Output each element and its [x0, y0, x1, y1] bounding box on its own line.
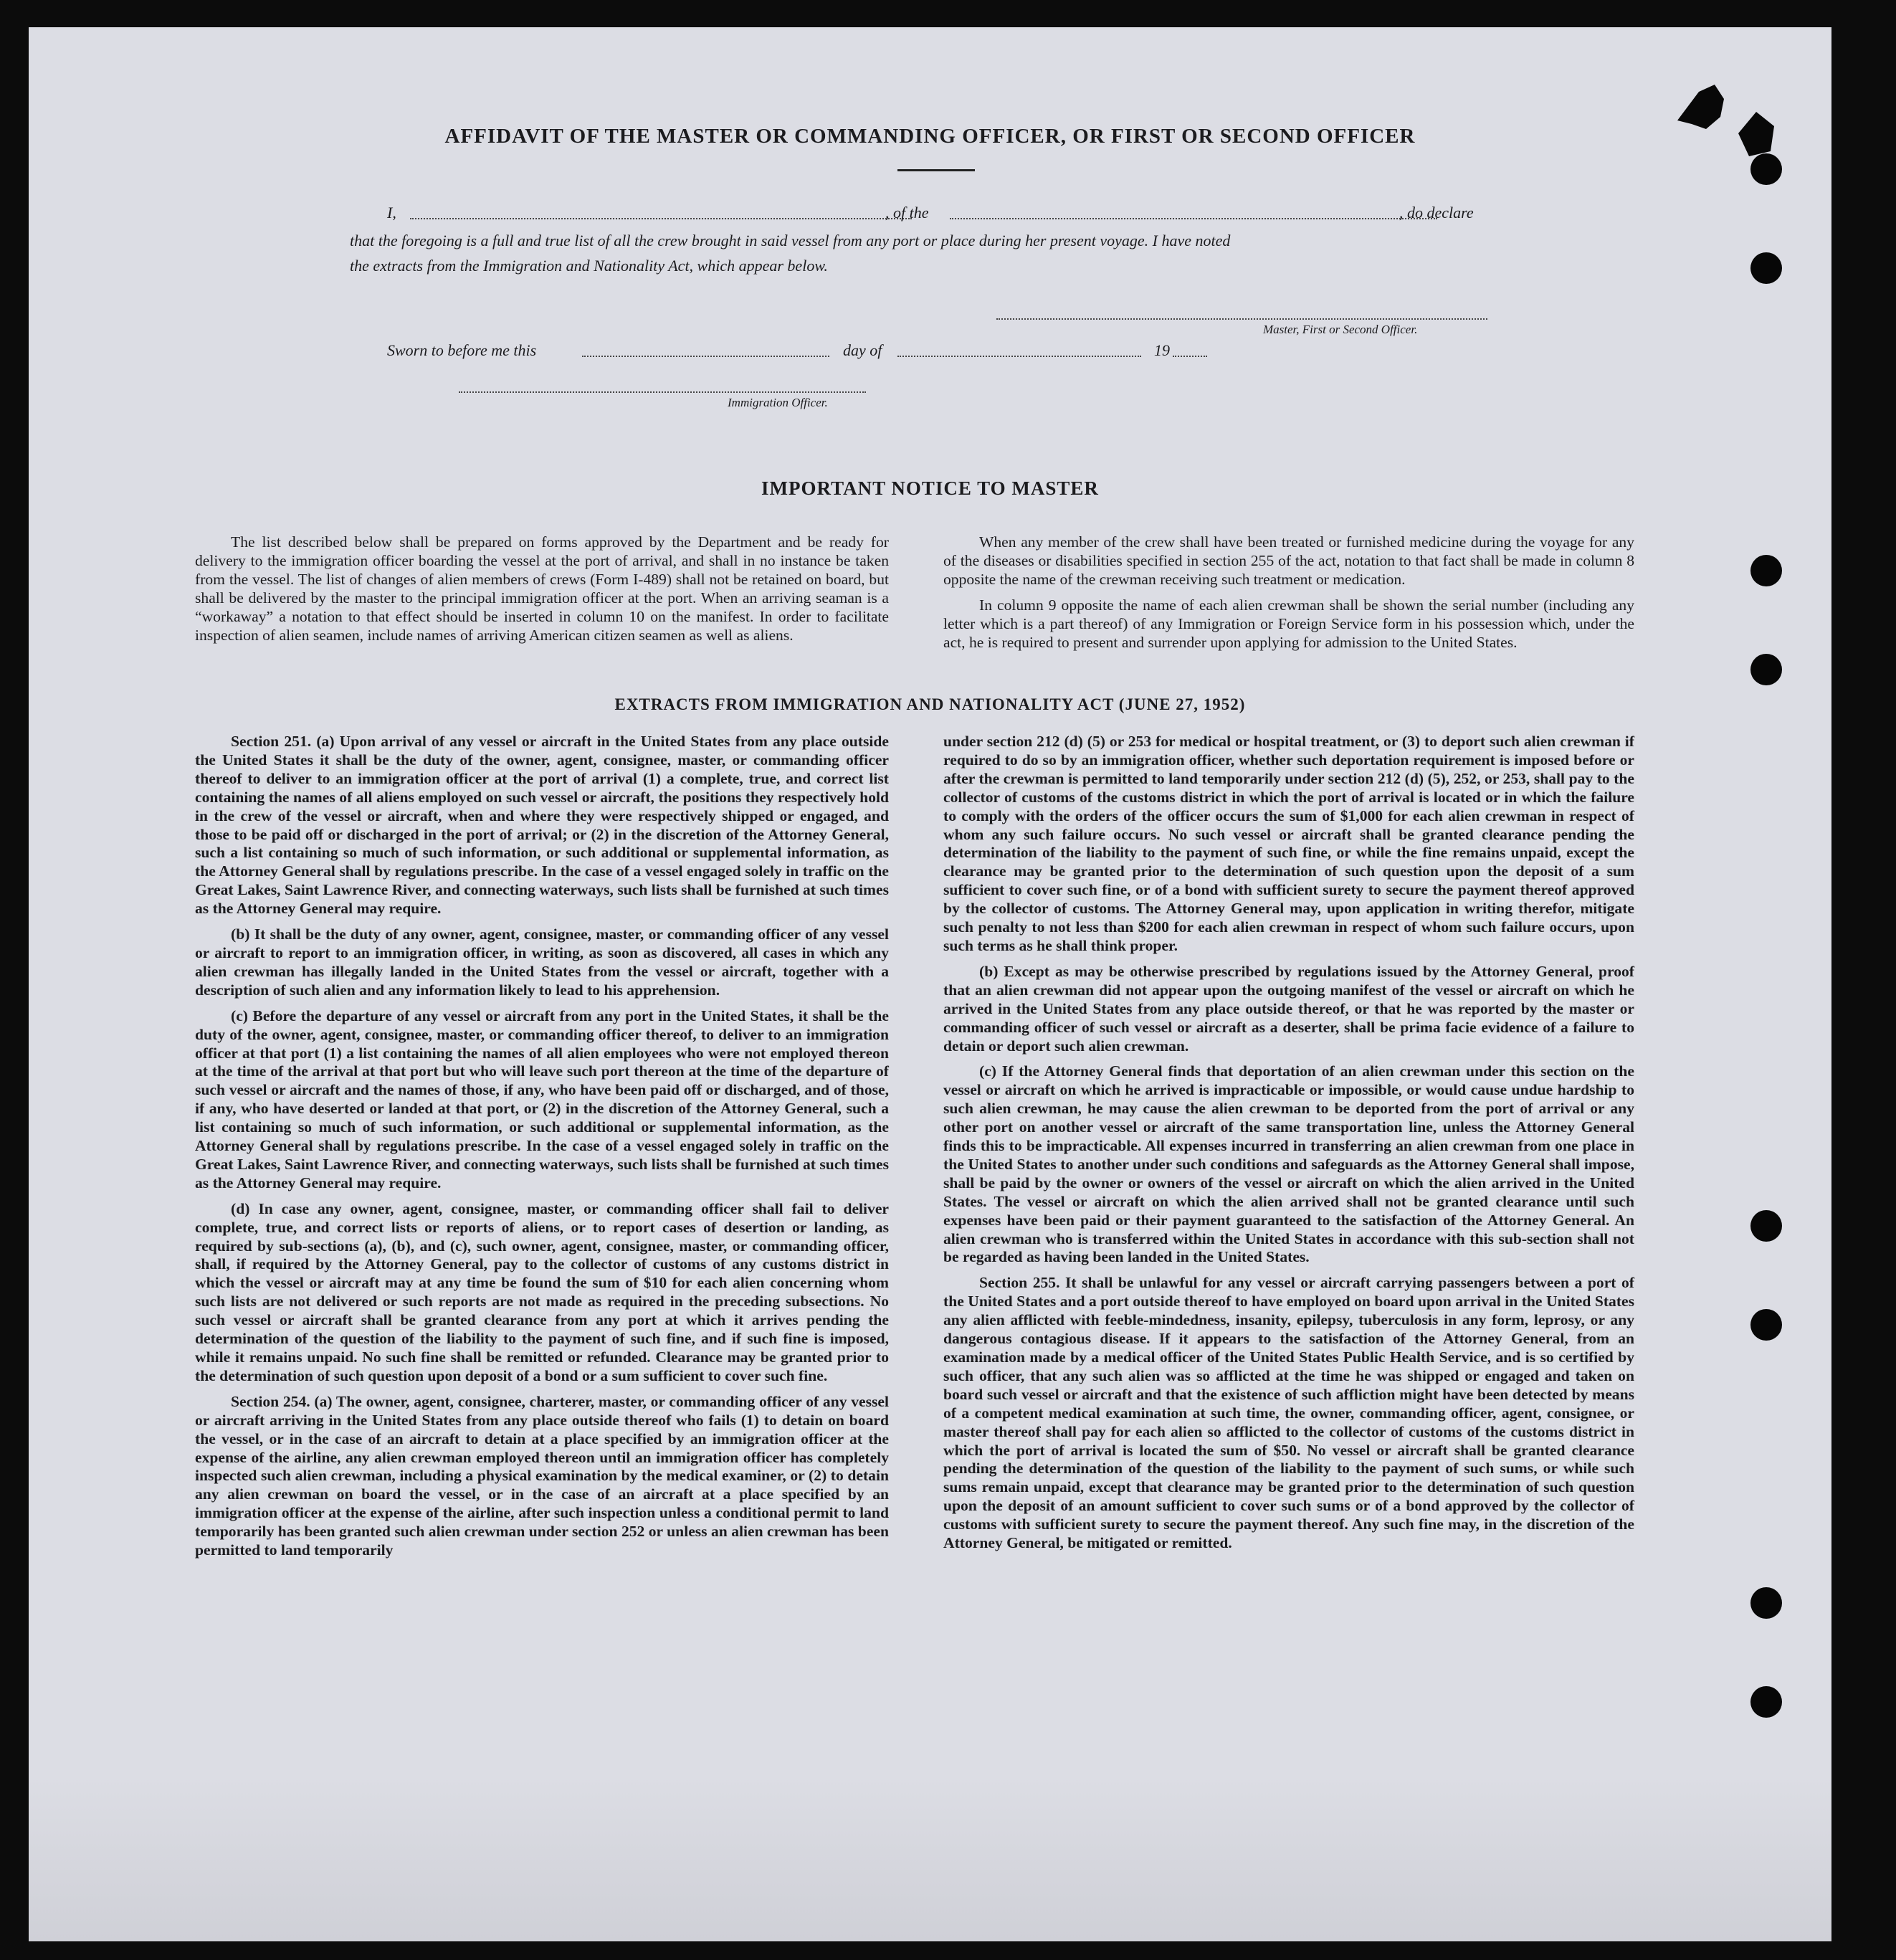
sworn-year-field[interactable]	[1173, 356, 1207, 357]
sworn-day-field[interactable]	[582, 356, 829, 357]
notice-left-paragraph: The list described below shall be prepared on forms approved by the Department and be ready for delivery to the immigration officer boarding the vessel at the port of arrival, and shall in no instance be taken from the vessel. The list of changes of alien members of crews (Form I-489) shall not be retained on board, but shall be delivered by the master to the principal immigration officer at the port. When an arriving seaman is a “workaway” a notation to that effect should be inserted in column 10 on the manifest. In order to facilitate inspection of alien seamen, include names of arriving American citizen seamen as well as aliens.	[195, 533, 889, 644]
title-rule	[897, 169, 975, 171]
sworn-month-field[interactable]	[897, 356, 1141, 357]
binder-hole	[1750, 1309, 1782, 1341]
declarant-name-field[interactable]	[410, 218, 912, 219]
notice-right-paragraph-1: When any member of the crew shall have been treated or furnished medicine during the voyage for any of the diseases or disabilities specified in section 255 of the act, notation to that fact shall be made in column 8 opposite the name of the crewman receiving such treatment or medication.	[943, 533, 1634, 588]
binder-hole	[1750, 1587, 1782, 1619]
notice-right-paragraph-2: In column 9 opposite the name of each alien crewman shall be shown the serial number (including any letter which is a part thereof) of any Immigration or Foreign Service form in his possession which, under the act, he is required to present and surrender upon applying for admission to the United States.	[943, 596, 1634, 651]
section-251-b: (b) It shall be the duty of any owner, agent, consignee, master, or commanding officer of any vessel or aircraft to report to an immigration officer, in writing, as soon as discovered, all cases in which any alien crewman has illegally landed in the United States from the vessel or aircraft, together with a description of such alien and any information likely to lead to his apprehension.	[195, 926, 889, 999]
section-255: Section 255. It shall be unlawful for any vessel or aircraft carrying passengers between a port of the United States and a port outside thereof to have employed on board upon arrival in the United States any alien afflicted with feeble-mindedness, insanity, epilepsy, tuberculosis in any form, leprosy, or any dangerous contagious disease. If it appears to the satisfaction of the Attorney General, from an examination made by a medical officer of the United States Public Health Service, and is so certified by such officer, that any such alien was so afflicted at the time he was shipped or engaged and taken on board such vessel or aircraft and that the existence of such affliction might have been detected by means of a competent medical examination at such time, the owner, commanding officer, agent, consignee, or master thereof shall pay for each alien so afflicted to the collector of customs of the customs district in which the port of arrival is located the sum of $50. No vessel or aircraft shall be granted clearance pending the determination of the question of the liability to the payment of such sums, or while such sums remain unpaid, except that clearance may be granted prior to the determination of such question upon the deposit of an amount sufficient to cover such sums or of a bond approved by the collector of customs with sufficient surety to secure the payment thereof. Any such fine may, in the discretion of the Attorney General, be mitigated or remitted.	[943, 1274, 1634, 1552]
binder-hole	[1750, 654, 1782, 685]
document-page	[29, 27, 1831, 1941]
binder-hole	[1750, 1686, 1782, 1718]
extracts-right-column	[943, 733, 1634, 1560]
declaration-text-line3: the extracts from the Immigration and Nationality Act, which appear below.	[350, 257, 828, 275]
binder-hole	[1750, 153, 1782, 185]
section-251-a: Section 251. (a) Upon arrival of any vessel or aircraft in the United States from any place outside the United States it shall be the duty of the owner, agent, consignee, master, or commanding officer thereof to deliver to an immigration officer at the port of arrival (1) a complete, true, and correct list containing the names of all aliens employed on such vessel or aircraft, the positions they respectively hold in the crew of the vessel or aircraft, when and where they were respectively shipped or engaged, and those to be paid off or discharged in the port of arrival; or (2) in the discretion of the Attorney General, such a list containing so much of such information, or such additional or supplemental information, as the Attorney General shall by regulations prescribe. In the case of a vessel engaged solely in traffic on the Great Lakes, Saint Lawrence River, and connecting waterways, such lists shall be furnished at such times as the Attorney General may require.	[195, 733, 889, 918]
extracts-title: EXTRACTS FROM IMMIGRATION AND NATIONALITY ACT (JUNE 27, 1952)	[614, 695, 1246, 713]
notice-title: IMPORTANT NOTICE TO MASTER	[761, 477, 1099, 499]
notice-right-column	[943, 533, 1634, 659]
section-254-a-continued: under section 212 (d) (5) or 253 for medical or hospital treatment, or (3) to deport such alien crewman if required to do so by an immigration officer, whether such deportation requirement is imposed before or after the crewman is permitted to land temporarily under section 212 (d) (5), 252, or 253, shall pay to the collector of customs of the customs district in which the port of arrival is located or in which the failure to comply with the orders of the officer occurs the sum of $1,000 for each alien crewman in respect of whom any such failure occurs. No such vessel or aircraft shall be granted clearance pending the determination of the liability to the payment of such fine, or while the fine remains unpaid, except the clearance may be granted prior to the determination of such question upon the deposit of a sum sufficient to cover such fine, or of a bond with sufficient surety to secure the payment thereof approved by the collector of customs. The Attorney General may, upon application in writing therefor, mitigate such penalty to not less than $200 for each alien crewman in respect of whom such failure occurs, upon such terms as he shall think proper.	[943, 733, 1634, 954]
section-254-a: Section 254. (a) The owner, agent, consignee, charterer, master, or commanding officer of any vessel or aircraft arriving in the United States from any place outside thereof who fails (1) to detain on board the vessel, or in the case of an aircraft to detain at a place specified by an immigration officer at the expense of the airline, any alien crewman employed thereon until an immigration officer has completely inspected such alien crewman, including a physical examination by the medical examiner, or (2) to detain any alien crewman on board the vessel, or in the case of an aircraft at a place specified by an immigration officer at the expense of the airline, after such inspection unless a conditional permit to land temporarily has been granted such alien crewman under section 252 or unless an alien crewman has been permitted to land temporarily	[195, 1392, 889, 1559]
binder-hole	[1750, 252, 1782, 284]
vessel-name-field[interactable]	[950, 218, 1437, 219]
section-254-c: (c) If the Attorney General finds that deportation of an alien crewman under this section on the vessel or aircraft on which he arrived is impracticable or impossible, or would cause undue hardship to such alien crewman, he may cause the alien crewman to be deported from the port of arrival or any other port on another vessel or aircraft of the same transportation line, unless the Attorney General finds this to be impracticable. All expenses incurred in transferring an alien crewman from one place in the United States to another under such conditions and safeguards as the Attorney General shall impose, shall be paid by the owner or owners of the vessel or aircraft on which the alien arrived in the United States. The vessel or aircraft on which the alien arrived shall not be granted clearance until such expenses have been paid or their payment guaranteed to the satisfaction of the Attorney General. An alien crewman who is transferred within the United States in accordance with this sub-section shall not be regarded as having been landed in the United States.	[943, 1062, 1634, 1266]
sworn-label: Sworn to before me this	[387, 341, 537, 359]
section-251-d: (d) In case any owner, agent, consignee, master, or commanding officer shall fail to deliver complete, true, and correct lists or reports of aliens, or to report cases of desertion or landing, as required by sub-sections (a), (b), and (c), such owner, agent, consignee, master, or commanding officer, shall, if required by the Attorney General, pay to the collector of customs of any customs district in which the vessel or aircraft may at any time be found the sum of $10 for each alien concerning whom such lists are not delivered or such reports are not made as required in the preceding subsections. No such vessel or aircraft shall be granted clearance from any port at which it arrives pending the determination of the question of the liability to the payment of such fine, and if such fine is imposed, while it remains unpaid. No such fine shall be remitted or refunded. Clearance may be granted prior to the determination of such question upon deposit of a bond or a sum sufficient to cover such fine.	[195, 1199, 889, 1384]
declaration-text-line2: that the foregoing is a full and true list of all the crew brought in said vessel from any port or place during her present voyage. I have noted	[350, 232, 1231, 249]
master-signature-field[interactable]	[996, 318, 1487, 320]
day-of-label: day of	[843, 341, 882, 359]
year-prefix-label: 19	[1154, 341, 1170, 359]
declare-label: , do declare	[1399, 204, 1474, 222]
page-bottom-margin	[29, 1776, 1831, 1941]
binder-hole	[1750, 555, 1782, 586]
notice-left-column	[195, 533, 889, 652]
officer-signature-field[interactable]	[459, 391, 866, 393]
declare-i-label: I,	[387, 204, 396, 222]
affidavit-title: AFFIDAVIT OF THE MASTER OR COMMANDING OFFICER, OR FIRST OR SECOND OFFICER	[444, 125, 1416, 148]
section-254-b: (b) Except as may be otherwise prescribed by regulations issued by the Attorney General, proof that an alien crewman did not appear upon the outgoing manifest of the vessel or aircraft on which he arrived in the United States from any place outside thereof, or that he was reported by the master or commanding officer of such vessel or aircraft as a deserter, shall be prima facie evidence of a failure to detain or deport such alien crewman.	[943, 962, 1634, 1055]
declare-of-the-label: , of the	[885, 204, 929, 222]
torn-corner-mark	[1670, 85, 1728, 129]
master-signature-caption: Master, First or Second Officer.	[1263, 323, 1418, 336]
extracts-left-column	[195, 733, 889, 1567]
officer-signature-caption: Immigration Officer.	[728, 396, 828, 409]
binder-hole	[1750, 1210, 1782, 1242]
section-251-c: (c) Before the departure of any vessel or aircraft from any port in the United States, it shall be the duty of the owner, agent, consignee, master, or commanding officer thereof, to deliver to an immigration officer at that port (1) a list containing the names of all alien employees who were not employed thereon at the time of the arrival at that port but who will leave such port thereon at the time of the departure of such vessel or aircraft and the names of those, if any, who have been paid off or discharged, and of those, if any, who have deserted or landed at that port, or (2) in the discretion of the Attorney General, such a list containing so much of such information, or such additional or supplemental information, as the Attorney General shall by regulations prescribe. In the case of a vessel engaged solely in traffic on the Great Lakes, Saint Lawrence River, and connecting waterways, such lists shall be furnished at such times as the Attorney General may require.	[195, 1007, 889, 1191]
